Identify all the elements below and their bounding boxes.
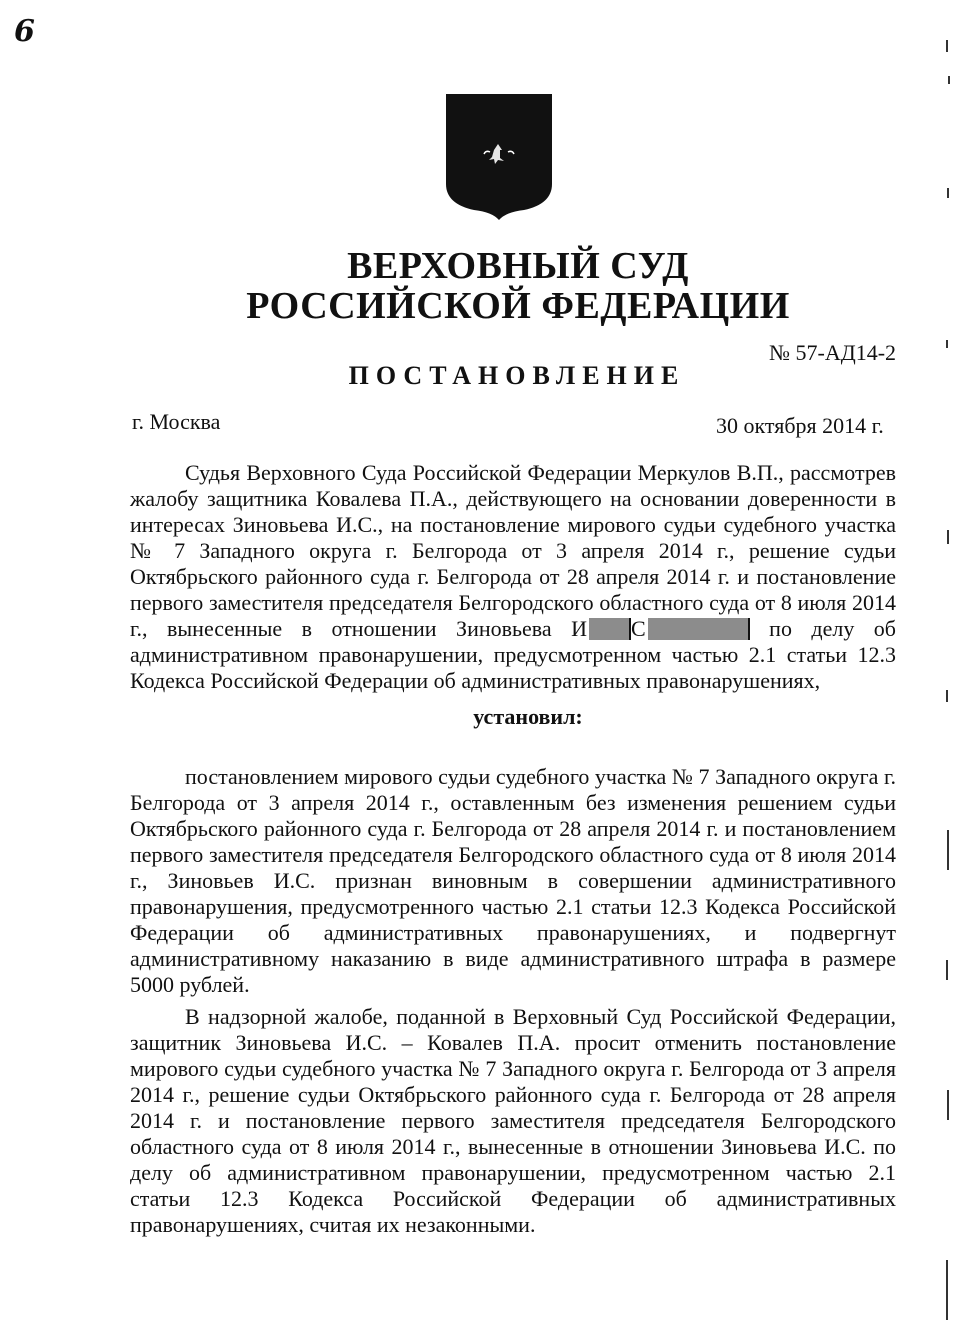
coat-of-arms-icon [444,92,554,222]
scan-speck [948,76,950,84]
scan-speck [946,340,948,348]
court-name-line1: ВЕРХОВНЫЙ СУД [347,245,689,287]
section-heading: установил: [473,704,583,729]
handwritten-page-number: 6 [14,14,35,49]
initial-1: И [571,616,588,641]
city: г. Москва [132,409,221,434]
paragraph: В надзорной жалобе, поданной в Верховный Суд Российской Федерации, защитник Зиновьева И.С. – Ковалев П.А. просит отменить постановление мирового судьи судебного участка № 7 Западного округа г. Белгорода от 3 апреля 2014 г., решение судьи Октябрьского районного суда г. Белгорода от 28 апреля 2014 г. и постановление первого заместителя председателя Белгородского областного суда от 8 июля 2014 г., вынесенные в отношении Зиновьева И.С. по делу об административном правонарушении, предусмотренном частью 2.1 статьи 12.3 Кодекса Российской Федерации об административных правонарушениях, считая их незаконными. [130,1004,896,1237]
document-date: 30 октября 2014 г. [716,413,884,438]
document-body [130,460,896,1238]
initial-2: С [631,616,646,641]
scan-speck [946,690,948,702]
intro-paragraph [130,460,896,694]
scan-speck [946,1260,948,1320]
document-type-title: ПОСТАНОВЛЕНИЕ [348,361,686,390]
redaction-block [589,618,631,640]
scan-speck [946,960,948,980]
document-number: № 57-АД14-2 [769,340,897,365]
court-name-line2: РОССИЙСКОЙ ФЕДЕРАЦИИ [246,285,790,327]
redaction-block [648,618,750,640]
scan-speck [947,530,949,544]
scan-speck [947,1090,949,1120]
scan-speck [947,830,949,870]
paragraph: постановлением мирового судьи судебного участка № 7 Западного округа г. Белгорода от 3 апреля 2014 г., оставленным без изменения решением судьи Октябрьского районного суда г. Белгорода от 28 апреля 2014 г. и постановлением первого заместителя председателя Белгородского областного суда от 8 июля 2014 г., Зиновьев И.С. признан виновным в совершении административного правонарушения, предусмотренного частью 2.1 статьи 12.3 Кодекса Российской Федерации об административных правонарушениях, и подвергнут административному наказанию в виде административного штрафа в размере 5000 рублей. [130,764,896,997]
scan-speck [946,40,948,52]
scan-speck [947,188,949,198]
intro-text-after: по делу об административном правонарушении, предусмотренном частью 2.1 статьи 12.3 Кодекса Российской Федерации об административных правонарушениях, [130,616,896,693]
intro-text-before: Судья Верховного Суда Российской Федерации Меркулов В.П., рассмотрев жалобу защитника Ковалева П.А., действующего на основании доверенности в интересах Зиновьева И.С., на постановление мирового судьи судебного участка № 7 Западного округа г. Белгорода от 3 апреля 2014 г., решение судьи Октябрьского районного суда г. Белгорода от 28 апреля 2014 г. и постановление первого заместителя председателя Белгородского областного суда от 8 июля 2014 г., вынесенные в отношении Зиновьева [130,460,896,641]
